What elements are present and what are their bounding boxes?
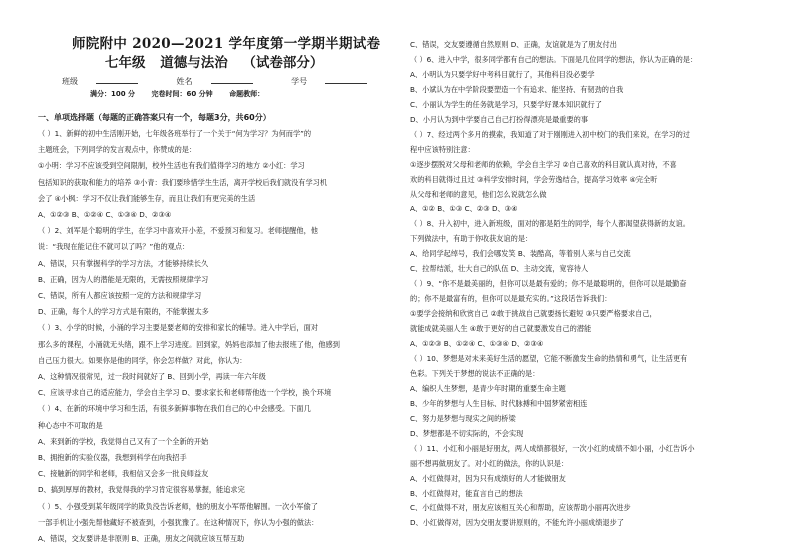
section-heading: 一、单项选择题（每题的正确答案只有一个，每题3分，共60分） xyxy=(38,113,271,122)
question-line: B、小斌认为在中学阶段要塑造一个有追求、能坚持、有韧劲的自我 xyxy=(410,84,624,94)
question-line: 包括知识的获取和能力的培养 ③小青：我们要珍惜学生生活，离开学校后我们就没有学习机 xyxy=(38,177,328,187)
question-line: （ ）7、经过两个多月的摸索，我知道了对于刚刚进入初中校门的我们来说，在学习的过 xyxy=(410,129,690,139)
question-line: D、小月认为到中学要自己自己打扮得漂亮是最重要的事 xyxy=(410,114,589,124)
question-line: 欢的科目就得过且过 ③科学安排时间，学会劳逸结合，提高学习效率 ④完全听 xyxy=(410,174,658,184)
question-line: C、错误，交友要遵循自然原则 D、正确，友谊就是为了朋友付出 xyxy=(410,40,617,49)
question-line: C、错误，所有人都应该按照一定的方法和规律学习 xyxy=(38,291,202,300)
question-line: 自己压力很大。如果你是他的同学，你会怎样做？对此，你认为： xyxy=(38,355,247,365)
question-line: D、小红做得对，因为交朋友要讲原则的，不能允许小丽成绩退步了 xyxy=(410,518,624,528)
question-line: ①小明：学习不应该受到空间限制，校外生活也有我们值得学习的地方 ②小红：学习 xyxy=(38,161,305,171)
question-line: 就能成就美丽人生 ④敢于更好的自己就要激发自己的潜能 xyxy=(410,324,592,334)
question-line: （ ）4、在新的环境中学习和生活，有很多新鲜事物在我们自己的心中会感受。下面几 xyxy=(38,404,311,414)
question-line: （ ）6、进入中学，很多同学都有自己的想法。下面是几位同学的想法，你认为正确的是： xyxy=(410,54,698,64)
student-info-row xyxy=(62,76,403,86)
question-line: B、拥抱新的实验仪器，我想到科学在向我招手 xyxy=(38,453,187,462)
question-line: （ ）3、小学的时候，小涌的学习主要是要老师的安排和家长的辅导。进入中学后，面对 xyxy=(38,323,318,333)
question-line: （ ）5、小强受到某年级同学的欺负没告诉老师，他的朋友小军帮他解围。一次小军偷了 xyxy=(38,501,318,511)
question-line: A、①②③ B、①②④ C、①③④ D、②③④ xyxy=(38,210,172,219)
question-line: （ ）11、小红和小丽是好朋友，两人成绩都很好，一次小红的成绩不如小丽，小红告诉小 xyxy=(410,443,695,453)
question-line: （ ）10、梦想是对未来美好生活的愿望，它能不断激发生命的热情和勇气，让生活更有 xyxy=(410,353,688,363)
name-blank xyxy=(211,76,253,84)
question-line: 从父母和老师的意见，他们怎么说就怎么做 xyxy=(410,189,547,199)
question-line: C、应该寻求自己的适应能力，学会自主学习 D、要求家长和老师帮他选一个学校，换个环境 xyxy=(38,388,332,398)
question-line: A、给同学起绰号，我们会哪发笑 B、装酷高，等着别人来与自己交流 xyxy=(410,249,631,259)
question-line: C、小丽认为学生的任务就是学习，只要学好课本知识就行了 xyxy=(410,99,602,109)
question-line: 一部手机让小强先帮他藏好不被查到，小强犹豫了。在这种情况下，你认为小强的做法： xyxy=(38,517,319,527)
number-field xyxy=(291,76,385,86)
question-line: A、①② B、①③ C、②③ D、③④ xyxy=(410,204,518,214)
question-line: ①要学会接纳和欣赏自己 ②敢于挑战自己就要扬长避短 ③只要严格要求自己， xyxy=(410,309,657,319)
number-blank xyxy=(325,76,367,84)
class-field xyxy=(62,76,156,86)
class-blank xyxy=(96,76,138,84)
question-line: （ ）2、刘军是个聪明的学生，在学习中喜欢开小差，不爱预习和复习。老师提醒他，他 xyxy=(38,226,318,236)
exam-subtitle: 七年级 道德与法治 （试卷部分） xyxy=(105,55,324,71)
question-line: B、小红做得对，能直言自己的想法 xyxy=(410,488,523,498)
question-line: 说：“我现在能记住不就可以了吗？”他的观点： xyxy=(38,242,190,252)
exam-time: 完卷时间：60 分钟 xyxy=(151,90,213,98)
question-line: ①逐步摆脱对父母和老师的依赖，学会自主学习 ②自己喜欢的科目就认真对待，不喜 xyxy=(410,159,677,169)
question-line: A、①②③ B、①②④ C、①③④ D、②③④ xyxy=(410,339,544,348)
question-line: 下列做法中，有助于你收获友谊的是： xyxy=(410,234,533,244)
exam-title: 师院附中 2020—2021 学年度第一学期半期试卷 xyxy=(72,36,381,52)
question-line: D、梦想都是不切实际的，不会实现 xyxy=(410,428,524,438)
question-line: A、小明认为只要学好中考科目就行了，其他科目没必要学 xyxy=(410,69,595,79)
question-line: A、这种情况很常见，过一段时间就好了 B、回到小学，再读一年六年级 xyxy=(38,372,266,381)
full-score: 满分：100 分 xyxy=(90,90,136,98)
question-line: A、小红做得对，因为只有成绩好的人才能做朋友 xyxy=(410,473,566,483)
question-line: A、来到新的学校，我觉得自己又有了一个全新的开始 xyxy=(38,436,209,446)
class-label: 班级 xyxy=(62,77,78,86)
question-line: 种心态中不可取的是 xyxy=(38,420,103,430)
question-line: C、努力是梦想与现实之间的桥梁 xyxy=(410,413,516,423)
question-line: 的；你不是最富有的，但你可以是最充实的。”这段话告诉我们： xyxy=(410,294,612,304)
question-line: （ ）8、升入初中，进入新班级，面对的都是陌生的同学，每个人都渴望获得新的友谊。 xyxy=(410,219,690,229)
question-line: 丽不想再做朋友了。对小红的做法，你的认识是： xyxy=(410,458,569,468)
question-line: A、错误，只有掌握科学的学习方法，才能够持续长久 xyxy=(38,258,209,268)
question-line: 程中应该特别注意： xyxy=(410,144,475,154)
question-line: （ ）9、“你不是最美丽的，但你可以是最有爱的；你不是最聪明的，但你可以是最勤奋 xyxy=(410,279,687,289)
name-field xyxy=(177,76,271,86)
question-line: C、小红做得不对，朋友应该相互关心和帮助，应该帮助小丽再次进步 xyxy=(410,503,631,513)
exam-meta-row xyxy=(90,90,278,98)
name-label: 姓名 xyxy=(176,77,193,86)
question-line: B、正确，因为人的潜能是无限的，无需按照规律学习 xyxy=(38,274,209,284)
question-line: 主题班会，下列同学的发言观点中，你赞成的是： xyxy=(38,145,197,155)
question-line: B、少年的梦想与人生目标、时代脉搏和中国梦紧密相连 xyxy=(410,398,588,408)
question-line: D、搞到厚厚的教材，我觉得我的学习肯定很容易掌握，能追求完 xyxy=(38,485,245,495)
exam-setter: 命题教师： xyxy=(229,90,265,98)
question-line: D、正确，每个人的学习方式是有限的，不能掌握太多 xyxy=(38,307,209,317)
question-line: 那么多的课程，小涌就无头绪，跟不上学习进度。回到家，妈妈也添加了他去报班了他，他感到 xyxy=(38,339,340,349)
question-line: A、编织人生梦想，是青少年时期的重要生命主题 xyxy=(410,383,566,393)
number-label: 学号 xyxy=(291,77,308,86)
question-line: （ ）1、新鲜的初中生活刚开始，七年级各班举行了一个关于“何为学习？为何而学”的 xyxy=(38,129,312,138)
question-line: C、拉帮结派，壮大自己的队伍 D、主动交流，宽容待人 xyxy=(410,264,589,274)
question-line: 会了 ④小枫：学习不仅让我们能够生存，而且让我们有更完美的生活 xyxy=(38,193,256,203)
question-line: 色彩。下列关于梦想的说法不正确的是： xyxy=(410,368,540,378)
question-line: C、接触新的同学和老师，我相信又会多一批良师益友 xyxy=(38,469,209,479)
question-line: A、错误，交友要讲是非原则 B、正确，朋友之间就应该互帮互助 xyxy=(38,534,245,543)
